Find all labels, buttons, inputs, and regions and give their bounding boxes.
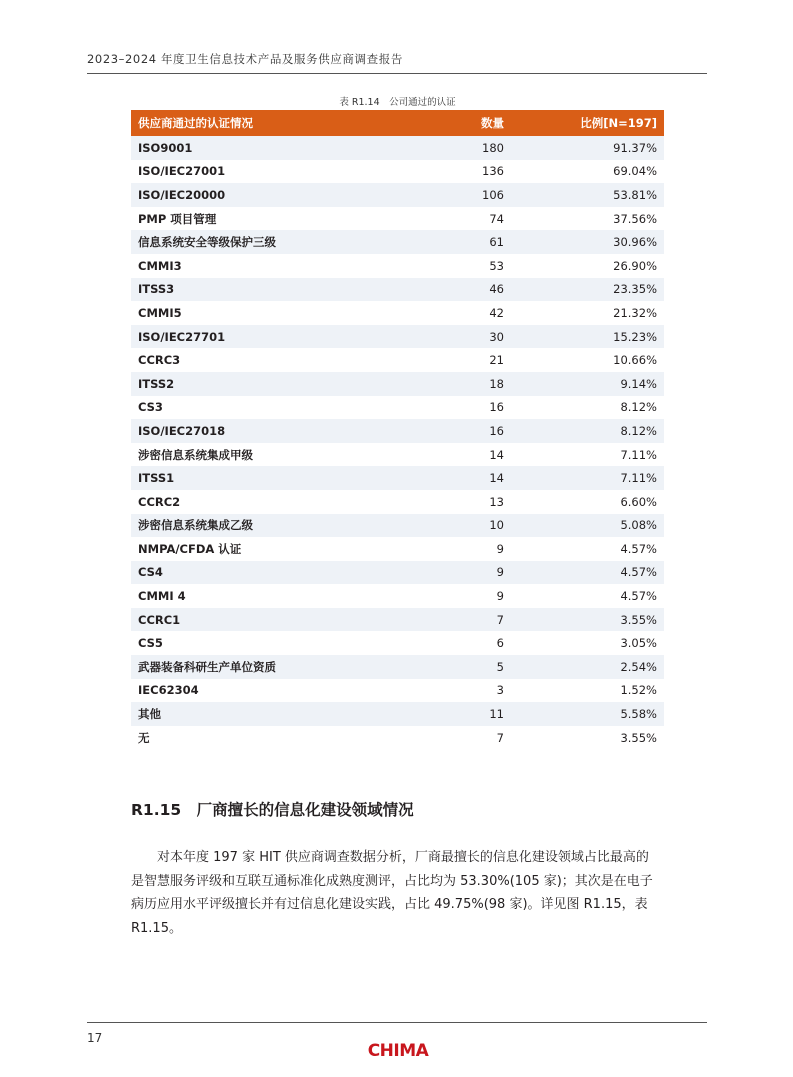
certification-name-cell: ITSS3 — [131, 278, 431, 302]
ratio-cell: 7.11% — [511, 466, 664, 490]
ratio-cell: 9.14% — [511, 372, 664, 396]
count-cell: 21 — [431, 348, 511, 372]
certification-name-cell: CCRC2 — [131, 490, 431, 514]
count-cell: 9 — [431, 537, 511, 561]
table-row — [131, 631, 664, 655]
table-row — [131, 584, 664, 608]
table-row — [131, 183, 664, 207]
count-cell: 10 — [431, 514, 511, 538]
count-cell: 74 — [431, 207, 511, 231]
paragraph-line: R1.15。 — [131, 920, 182, 936]
certification-name-cell: ISO/IEC27018 — [131, 419, 431, 443]
table-row — [131, 561, 664, 585]
running-header: 2023–2024 年度卫生信息技术产品及服务供应商调查报告 — [87, 52, 403, 66]
count-cell: 61 — [431, 230, 511, 254]
ratio-cell: 4.57% — [511, 561, 664, 585]
count-cell: 3 — [431, 679, 511, 703]
certification-name-cell: CS4 — [131, 561, 431, 585]
logo-text: CHIMA — [367, 1041, 429, 1061]
ratio-cell: 3.55% — [511, 726, 664, 750]
count-cell: 16 — [431, 396, 511, 420]
certification-name-cell: ISO9001 — [131, 136, 431, 160]
ratio-cell: 8.12% — [511, 396, 664, 420]
certification-name-cell: CS5 — [131, 631, 431, 655]
certification-name-cell: CMMI3 — [131, 254, 431, 278]
table-row — [131, 490, 664, 514]
table-row — [131, 160, 664, 184]
certification-name-cell: 信息系统安全等级保护三级 — [131, 230, 431, 254]
count-cell: 9 — [431, 561, 511, 585]
table-row — [131, 230, 664, 254]
ratio-cell: 91.37% — [511, 136, 664, 160]
table-row — [131, 254, 664, 278]
column-header-ratio: 比例[N=197] — [511, 110, 664, 136]
certification-name-cell: ISO/IEC27001 — [131, 160, 431, 184]
paragraph-line: 病历应用水平评级擅长并有过信息化建设实践，占比 49.75%(98 家)。详见图 R1.15，表 — [131, 897, 648, 912]
count-cell: 13 — [431, 490, 511, 514]
table-row — [131, 325, 664, 349]
ratio-cell: 2.54% — [511, 655, 664, 679]
table-caption: 表 R1.14 公司通过的认证 — [339, 97, 456, 108]
count-cell: 14 — [431, 443, 511, 467]
certification-name-cell: CCRC1 — [131, 608, 431, 632]
certification-name-cell: 其他 — [131, 702, 431, 726]
count-cell: 53 — [431, 254, 511, 278]
certification-name-cell: 无 — [131, 726, 431, 750]
table-row — [131, 419, 664, 443]
table-row — [131, 396, 664, 420]
count-cell: 14 — [431, 466, 511, 490]
table-row — [131, 679, 664, 703]
ratio-cell: 3.05% — [511, 631, 664, 655]
ratio-cell: 10.66% — [511, 348, 664, 372]
table-row — [131, 537, 664, 561]
paragraph-line: 对本年度 197 家 HIT 供应商调查数据分析，厂商最擅长的信息化建设领域占比最高的 — [131, 850, 649, 865]
ratio-cell: 4.57% — [511, 537, 664, 561]
ratio-cell: 37.56% — [511, 207, 664, 231]
count-cell: 9 — [431, 584, 511, 608]
table-row — [131, 514, 664, 538]
table-row — [131, 207, 664, 231]
certification-name-cell: CS3 — [131, 396, 431, 420]
table-row — [131, 726, 664, 750]
ratio-cell: 5.58% — [511, 702, 664, 726]
ratio-cell: 69.04% — [511, 160, 664, 184]
ratio-cell: 4.57% — [511, 584, 664, 608]
certification-name-cell: ISO/IEC27701 — [131, 325, 431, 349]
ratio-cell: 6.60% — [511, 490, 664, 514]
header-divider — [87, 73, 707, 74]
certification-name-cell: IEC62304 — [131, 679, 431, 703]
ratio-cell: 23.35% — [511, 278, 664, 302]
paragraph-line: 是智慧服务评级和互联互通标准化成熟度测评，占比均为 53.30%(105 家)；其次是在电子 — [131, 873, 653, 889]
certification-name-cell: ITSS2 — [131, 372, 431, 396]
ratio-cell: 30.96% — [511, 230, 664, 254]
ratio-cell: 3.55% — [511, 608, 664, 632]
count-cell: 136 — [431, 160, 511, 184]
table-row — [131, 301, 664, 325]
ratio-cell: 15.23% — [511, 325, 664, 349]
count-cell: 7 — [431, 608, 511, 632]
table-row — [131, 608, 664, 632]
page-number: 17 — [87, 1031, 103, 1045]
chima-logo — [366, 1037, 430, 1061]
ratio-cell: 5.08% — [511, 514, 664, 538]
ratio-cell: 26.90% — [511, 254, 664, 278]
column-header-certification: 供应商通过的认证情况 — [131, 110, 431, 136]
table-row — [131, 136, 664, 160]
body-paragraph — [131, 846, 666, 940]
ratio-cell: 7.11% — [511, 443, 664, 467]
table-row — [131, 278, 664, 302]
table-row — [131, 702, 664, 726]
certification-name-cell: ITSS1 — [131, 466, 431, 490]
table-row — [131, 466, 664, 490]
certification-table — [131, 110, 664, 749]
section-title: R1.15 厂商擅长的信息化建设领域情况 — [131, 801, 414, 819]
count-cell: 6 — [431, 631, 511, 655]
count-cell: 30 — [431, 325, 511, 349]
count-cell: 46 — [431, 278, 511, 302]
count-cell: 16 — [431, 419, 511, 443]
certification-name-cell: PMP 项目管理 — [131, 207, 431, 231]
ratio-cell: 53.81% — [511, 183, 664, 207]
certification-name-cell: CMMI 4 — [131, 584, 431, 608]
ratio-cell: 8.12% — [511, 419, 664, 443]
table-row — [131, 443, 664, 467]
count-cell: 18 — [431, 372, 511, 396]
certification-name-cell: CMMI5 — [131, 301, 431, 325]
table-header-row — [131, 110, 664, 136]
certification-name-cell: NMPA/CFDA 认证 — [131, 537, 431, 561]
certification-name-cell: ISO/IEC20000 — [131, 183, 431, 207]
count-cell: 42 — [431, 301, 511, 325]
footer-divider — [87, 1022, 707, 1023]
count-cell: 5 — [431, 655, 511, 679]
certification-name-cell: CCRC3 — [131, 348, 431, 372]
ratio-cell: 1.52% — [511, 679, 664, 703]
certification-name-cell: 武器装备科研生产单位资质 — [131, 655, 431, 679]
table-row — [131, 348, 664, 372]
certification-name-cell: 涉密信息系统集成甲级 — [131, 443, 431, 467]
ratio-cell: 21.32% — [511, 301, 664, 325]
certification-name-cell: 涉密信息系统集成乙级 — [131, 514, 431, 538]
table-row — [131, 372, 664, 396]
column-header-count: 数量 — [431, 110, 511, 136]
count-cell: 11 — [431, 702, 511, 726]
count-cell: 106 — [431, 183, 511, 207]
count-cell: 180 — [431, 136, 511, 160]
count-cell: 7 — [431, 726, 511, 750]
table-row — [131, 655, 664, 679]
